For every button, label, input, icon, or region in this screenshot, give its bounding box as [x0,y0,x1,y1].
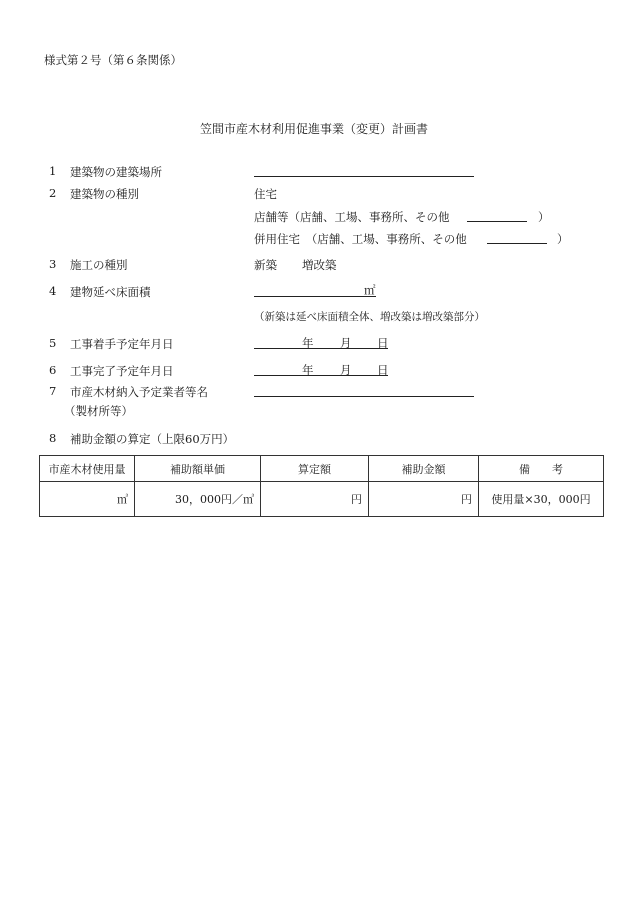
remarks-cell: 使用量×30，000円 [479,482,604,517]
unit-price-cell: 30，000円／㎥ [135,482,261,517]
start-date-field[interactable] [254,348,388,349]
type-combined: 併用住宅 （店舗、工場、事務所、その他 [254,232,467,246]
subsidy-cell[interactable]: 円 [369,482,479,517]
area-note: （新築は延べ床面積全体、増改築は増改築部分） [254,311,485,323]
start-year: 年 [302,336,314,350]
type-store-close: ） [538,210,550,224]
subsidy-calculation-table [39,455,604,517]
calculated-cell[interactable]: 円 [261,482,369,517]
item-6-number: 6 [49,363,57,377]
building-location-field[interactable] [254,176,474,177]
start-month: 月 [340,336,352,350]
table-row [40,482,604,517]
end-day: 日 [377,363,389,377]
item-4-number: 4 [49,284,57,298]
header-unit-price: 補助額単価 [135,456,261,482]
header-remarks: 備 考 [479,456,604,482]
item-7-number: 7 [49,384,57,398]
item-3-number: 3 [49,257,57,271]
item-7-sublabel: （製材所等） [64,404,133,418]
item-1-label: 建築物の建築場所 [70,165,162,179]
item-4-label: 建物延べ床面積 [70,285,151,299]
supplier-name-field[interactable] [254,396,474,397]
construction-extension: 増改築 [302,258,337,272]
type-residence: 住宅 [254,187,277,201]
item-3-label: 施工の種別 [70,258,128,272]
item-5-label: 工事着手予定年月日 [70,337,174,351]
header-volume: 市産木材使用量 [40,456,135,482]
area-unit: ㎡ [364,283,376,297]
header-calculated: 算定額 [261,456,369,482]
header-subsidy: 補助金額 [369,456,479,482]
item-2-label: 建築物の種別 [70,187,139,201]
floor-area-field[interactable] [254,296,376,297]
item-8-label: 補助金額の算定（上限60万円） [70,432,235,446]
type-combined-close: ） [557,232,569,246]
end-year: 年 [302,363,314,377]
volume-cell[interactable]: ㎥ [40,482,135,517]
item-5-number: 5 [49,336,57,350]
item-6-label: 工事完了予定年月日 [70,364,174,378]
item-2-number: 2 [49,186,57,200]
form-number: 様式第２号（第６条関係） [44,53,182,67]
end-month: 月 [340,363,352,377]
item-7-label: 市産木材納入予定業者等名 [70,385,208,399]
type-store: 店舗等（店舗、工場、事務所、その他 [254,210,450,224]
combined-other-field[interactable] [487,243,547,244]
item-8-number: 8 [49,431,57,445]
store-other-field[interactable] [467,221,527,222]
page-title: 笠間市産木材利用促進事業（変更）計画書 [200,122,429,136]
end-date-field[interactable] [254,375,388,376]
construction-new: 新築 [254,258,277,272]
start-day: 日 [377,336,389,350]
item-1-number: 1 [49,164,57,178]
table-header-row [40,456,604,482]
